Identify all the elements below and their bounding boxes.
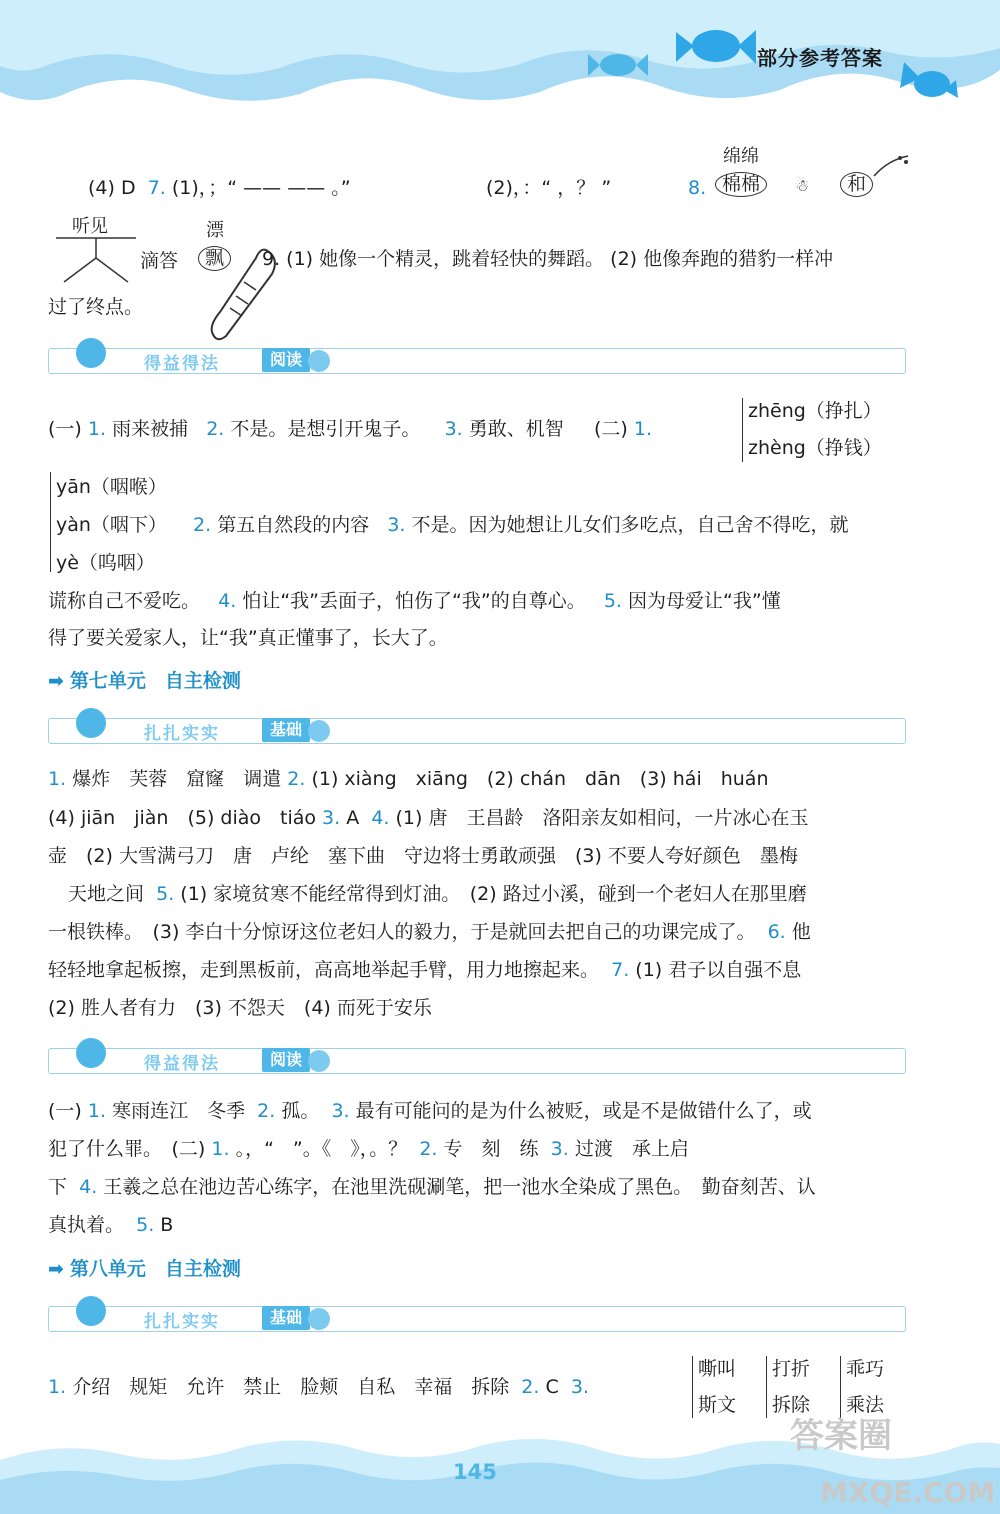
answer-line: 9. (1) 她像一个精灵，跳着轻快的舞蹈。 (2) 他像奔跑的猎豹一样冲: [262, 248, 834, 270]
answer-text: (1)，；“ —— —— 。”: [171, 177, 351, 199]
section-bar: 得益得法 阅读: [48, 1048, 906, 1074]
word: 嘶叫: [698, 1358, 737, 1380]
fruit-icon: ☃: [795, 176, 810, 195]
answer-line: 下 4. 王羲之总在池边苦心练字，在池里洗砚涮笔，把一池水全染成了黑色。 勤奋刻苦、认: [48, 1176, 816, 1198]
watermark: 答案圈: [790, 1416, 892, 1456]
word: 乖巧: [846, 1358, 885, 1380]
word: 打折: [772, 1358, 811, 1380]
pinyin: zhēng（挣扎）: [748, 400, 882, 422]
question-number: 8.: [688, 177, 707, 199]
candy-icon: [588, 50, 648, 80]
brace: [50, 472, 51, 572]
answer-line: 1. 介绍 规矩 允许 禁止 脸颊 自私 幸福 拆除 2. C 3.: [48, 1376, 589, 1398]
answer-line: 1. 爆炸 芙蓉 窟窿 调遣 2. (1) xiàng xiāng (2) chán dān (3) hái huán: [48, 768, 769, 790]
answer-line: [88, 177, 351, 200]
answer-line: 犯了什么罪。 (二) 1. 。，“ ”。《 》，。？ 2. 专 刻 练 3. 过渡 承上启: [48, 1138, 689, 1160]
stem-icon: [872, 152, 912, 180]
answer-line: 天地之间 5. (1) 家境贫寒不能经常得到灯油。 (2) 路过小溪，碰到一个老妇人在那里磨: [68, 883, 807, 905]
unit-heading: ➡ 第七单元 自主检测: [48, 670, 241, 692]
answer-line: 谎称自己不爱吃。 4. 怕让“我”丢面子，怕伤了“我”的自尊心。 5. 因为母爱让“我”懂: [48, 590, 781, 612]
answer-text: 过了终点。: [48, 296, 144, 318]
tree-diagram: [56, 236, 136, 286]
candy-icon: [676, 24, 756, 68]
word: 乘法: [846, 1394, 885, 1416]
section-tag: 基础: [262, 1306, 310, 1330]
section-bar: 得益得法 阅读: [48, 348, 906, 374]
brace: [766, 1356, 767, 1418]
answer-text: (2) 胜人者有力 (3) 不怨天 (4) 而死于安乐: [48, 997, 432, 1019]
watermark: MXQE.COM: [820, 1476, 996, 1509]
question-number: 7.: [147, 177, 166, 199]
answer-text: 得了要关爱家人，让“我”真正懂事了，长大了。: [48, 627, 448, 649]
pinyin: yān（咽喉）: [56, 476, 167, 498]
pinyin: yàn（咽下）: [56, 514, 167, 536]
brace: [742, 398, 743, 462]
candy-icon: [900, 58, 960, 108]
pinyin: yè（呜咽）: [56, 552, 155, 574]
answer-line: 一根铁棒。 (3) 李白十分惊讶这位老妇人的毅力，于是就回去把自己的功课完成了。 6. 他: [48, 921, 811, 943]
circled-word: 棉棉: [715, 172, 767, 197]
answer-text: 滴答: [140, 250, 179, 272]
section-bar: 扎扎实实 基础: [48, 1306, 906, 1332]
answer-text: 壶 (2) 大雪满弓刀 唐 卢纶 塞下曲 守边将士勇敢顽强 (3) 不要人夸好颜色 墨梅: [48, 845, 798, 867]
answer-line: 真执着。 5. B: [48, 1214, 174, 1236]
pinyin: zhèng（挣钱）: [748, 437, 882, 459]
answer-line: 轻轻地拿起板擦，走到黑板前，高高地举起手臂，用力地擦起来。 7. (1) 君子以自强不息: [48, 959, 802, 981]
word: 拆除: [772, 1394, 811, 1416]
word-top: 绵绵: [723, 146, 759, 167]
answer-line: (4) jiān jiàn (5) diào tiáo 3. A 4. (1) 唐 王昌龄 洛阳亲友如相问，一片冰心在玉: [48, 807, 809, 829]
section-tag: 基础: [262, 718, 310, 742]
word: 斯文: [698, 1394, 737, 1416]
section-tag: 阅读: [262, 348, 310, 372]
word-top: 听见: [72, 216, 108, 237]
header-title: 部分参考答案: [757, 46, 883, 70]
circled-word: 和: [840, 172, 873, 197]
answer-line: (一) 1. 雨来被捕 2. 不是。是想引开鬼子。 3. 勇敢、机智 (二) 1.: [48, 418, 652, 440]
answer-text: (2)，：“ ，？ ”: [486, 177, 612, 199]
brace: [692, 1356, 693, 1418]
brace: [840, 1356, 841, 1418]
answer-text: (4) D: [88, 177, 136, 199]
answer-line: 2. 第五自然段的内容 3. 不是。因为她想让儿女们多吃点，自己舍不得吃，就: [193, 514, 849, 536]
answer-line: (一) 1. 寒雨连江 冬季 2. 孤。 3. 最有可能问的是为什么被贬，或是不是做错什么了，或: [48, 1100, 812, 1122]
page-number: 145: [453, 1460, 497, 1484]
circled-word: 飘: [198, 246, 231, 271]
section-bar: 扎扎实实 基础: [48, 718, 906, 744]
section-tag: 阅读: [262, 1048, 310, 1072]
word-top: 漂: [206, 220, 224, 241]
unit-heading: ➡ 第八单元 自主检测: [48, 1258, 241, 1280]
arrow-icon: ➡: [48, 670, 64, 692]
arrow-icon: ➡: [48, 1258, 64, 1280]
